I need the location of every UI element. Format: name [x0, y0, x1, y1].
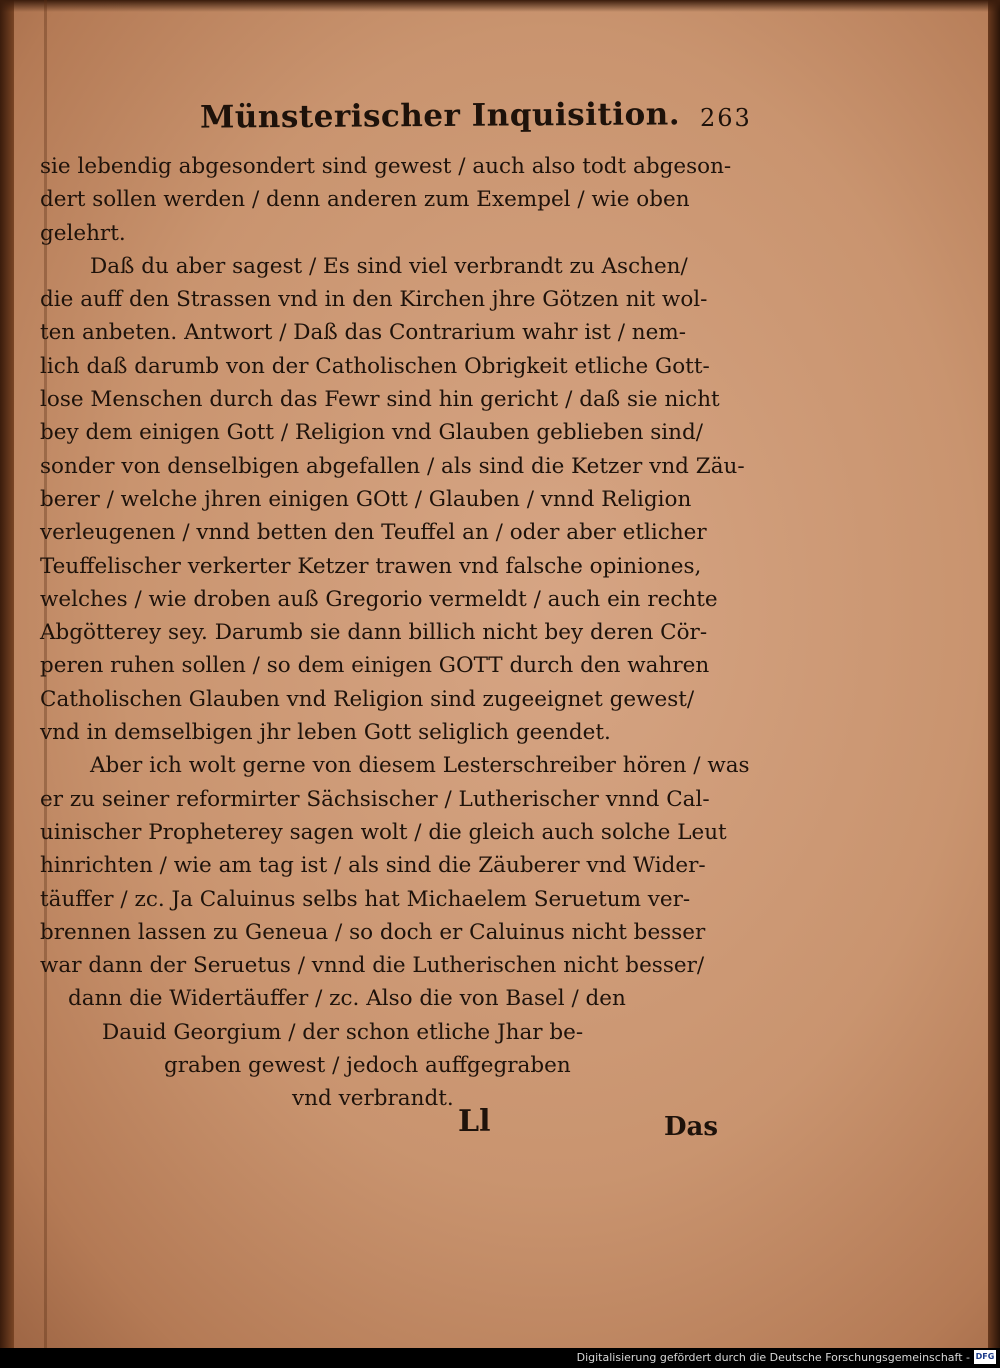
- text-line: lose Menschen durch das Fewr sind hin gericht / daß sie nicht: [40, 387, 720, 413]
- text-line: vnd in demselbigen jhr leben Gott seliglich geendet.: [40, 720, 611, 746]
- catchword: Das: [664, 1112, 719, 1142]
- page-number: 263: [700, 104, 752, 132]
- text-line: welches / wie droben auß Gregorio vermeldt / auch ein rechte: [40, 586, 718, 612]
- text-line: Teuffelischer verkerter Ketzer trawen vnd falsche opiniones,: [40, 553, 702, 579]
- text-line: Abgötterey sey. Darumb sie dann billich nicht bey deren Cör-: [40, 620, 708, 646]
- text-line: sie lebendig abgesondert sind gewest / auch also todt abgeson-: [40, 154, 732, 179]
- text-line: gelehrt.: [40, 220, 126, 246]
- page-text: [40, 98, 760, 1116]
- text-line: er zu seiner reformirter Sächsischer / Lutherischer vnnd Cal-: [40, 786, 710, 812]
- text-line: die auff den Strassen vnd in den Kirchen jhre Götzen nit wol-: [40, 287, 708, 313]
- page-edge-right: [988, 0, 1000, 1348]
- text-line: hinrichten / wie am tag ist / als sind die Zäuberer vnd Wider-: [40, 853, 706, 879]
- paragraph-start-line: Aber ich wolt gerne von diesem Lesterschreiber hören / was: [90, 753, 750, 779]
- text-line: verleugenen / vnnd betten den Teuffel an / oder aber etlicher: [40, 520, 707, 546]
- text-line: brennen lassen zu Geneua / so doch er Caluinus nicht besser: [40, 919, 706, 945]
- text-line: bey dem einigen Gott / Religion vnd Glauben geblieben sind/: [40, 420, 704, 446]
- text-line: peren ruhen sollen / so dem einigen GOTT durch den wahren: [40, 653, 710, 679]
- text-line: dert sollen werden / denn anderen zum Exempel / wie oben: [40, 187, 690, 213]
- dfg-logo-icon: DFG: [974, 1350, 996, 1364]
- text-line: berer / welche jhren einigen GOtt / Glauben / vnnd Religion: [40, 486, 692, 512]
- paragraph-start-line: Daß du aber sagest / Es sind viel verbrandt zu Aschen/: [90, 253, 688, 279]
- text-line: Dauid Georgium / der schon etliche Jhar be-: [102, 1019, 584, 1045]
- text-line: lich daß darumb von der Catholischen Obrigkeit etliche Gott-: [40, 353, 710, 379]
- text-line: sonder von denselbigen abgefallen / als sind die Ketzer vnd Zäu-: [40, 453, 745, 479]
- page-edge-left: [0, 0, 14, 1348]
- signature-mark: Ll: [458, 1104, 491, 1139]
- text-line: täuffer / zc. Ja Caluinus selbs hat Michaelem Seruetum ver-: [40, 886, 691, 912]
- text-line: uinischer Propheterey sagen wolt / die gleich auch solche Leut: [40, 819, 727, 845]
- text-line: ten anbeten. Antwort / Daß das Contrarium wahr ist / nem-: [40, 320, 687, 346]
- text-line: Catholischen Glauben vnd Religion sind zugeeignet gewest/: [40, 686, 695, 712]
- text-line: vnd verbrandt.: [292, 1086, 454, 1112]
- page-edge-top: [0, 0, 1000, 12]
- text-line: war dann der Seruetus / vnnd die Lutherischen nicht besser/: [40, 953, 705, 979]
- text-line: dann die Widertäuffer / zc. Also die von Basel / den: [68, 986, 626, 1012]
- page-header: [40, 98, 760, 150]
- page-footer: [40, 1104, 760, 1154]
- funding-credit: Digitalisierung gefördert durch die Deutsche Forschungsgemeinschaft -: [576, 1351, 970, 1364]
- running-head: Münsterischer Inquisition.: [199, 96, 681, 136]
- text-line: graben gewest / jedoch auffgegraben: [164, 1053, 571, 1079]
